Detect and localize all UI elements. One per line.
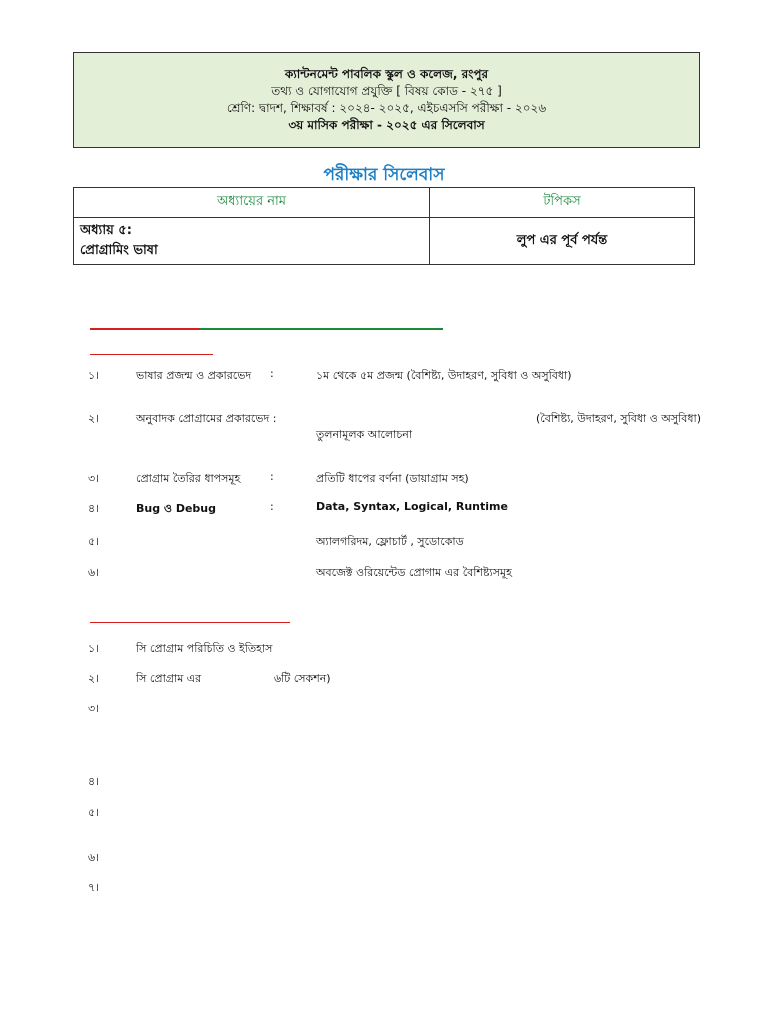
- list-item-detail: অ্যালগরিদম, ফ্লোচার্ট , সুডোকোড: [316, 535, 464, 548]
- chapter-cell: [74, 218, 430, 265]
- list-number: ২।: [88, 412, 100, 425]
- syllabus-table: [73, 187, 695, 265]
- list-item-text: সি প্রোগ্রাম এর: [136, 672, 202, 685]
- list-number: ৬।: [88, 851, 100, 864]
- list-number: ৫।: [88, 806, 100, 819]
- col-chapter-header: অধ্যায়ের নাম: [74, 188, 430, 218]
- red-underline: [90, 622, 290, 623]
- red-rule: [90, 328, 200, 330]
- chapter-name: প্রোগ্রামিং ভাষা: [80, 243, 158, 258]
- list-number: ১।: [88, 642, 100, 655]
- list-number: ১।: [88, 369, 100, 382]
- school-name: ক্যান্টনমেন্ট পাবলিক স্কুল ও কলেজ, রংপুর: [284, 67, 489, 81]
- list-number: ২।: [88, 672, 100, 685]
- list-item-detail: Data, Syntax, Logical, Runtime: [316, 500, 508, 513]
- list-item-text: ৬টি সেকশন): [274, 672, 331, 685]
- list-item-text: সি প্রোগ্রাম পরিচিতি ও ইতিহাস: [136, 642, 273, 655]
- list-item-detail: (বৈশিষ্ট্য, উদাহরণ, সুবিধা ও অসুবিধা): [536, 412, 701, 425]
- table-header-row: [74, 188, 695, 218]
- green-rule: [200, 328, 443, 330]
- header-box: [73, 52, 700, 148]
- list-item-detail: প্রতিটি ধাপের বর্ণনা (ডায়াগ্রাম সহ): [316, 472, 469, 485]
- list-item-detail-sub: তুলনামূলক আলোচনা: [316, 428, 413, 441]
- list-number: ৬।: [88, 566, 100, 579]
- list-item-label: ভাষার প্রজন্ম ও প্রকারভেদ: [136, 369, 252, 382]
- chapter-number: অধ্যায় ৫:: [80, 223, 132, 238]
- red-underline: [90, 354, 213, 355]
- subject-line: তথ্য ও যোগাযোগ প্রযুক্তি [ বিষয় কোড - ২৭৫ ]: [271, 84, 502, 98]
- list-number: ৫।: [88, 535, 100, 548]
- list-item-label: প্রোগ্রাম তৈরির ধাপসমূহ: [136, 472, 241, 485]
- list-number: ৪।: [88, 502, 100, 515]
- list-item-detail: অবজেক্ট ওরিয়েন্টেড প্রোগাম এর বৈশিষ্ট্যসমূহ: [316, 566, 512, 579]
- list-number: ৪।: [88, 775, 100, 788]
- list-item-colon: :: [270, 500, 274, 513]
- list-item-label: অনুবাদক প্রোগ্রামের প্রকারভেদ :: [136, 412, 277, 425]
- table-row: [74, 218, 695, 265]
- class-info: শ্রেণি: দ্বাদশ, শিক্ষাবর্ষ : ২০২৪- ২০২৫, এইচএসসি পরীক্ষা - ২০২৬: [226, 101, 547, 115]
- list-number: ৩।: [88, 702, 100, 715]
- list-number: ৭।: [88, 881, 100, 894]
- list-item-detail: ১ম থেকে ৫ম প্রজন্ম (বৈশিষ্ট্য, উদাহরণ, সুবিধা ও অসুবিধা): [316, 369, 572, 382]
- col-topics-header: টপিকস: [430, 188, 695, 218]
- syllabus-title: পরীক্ষার সিলেবাস: [323, 165, 445, 185]
- list-item-colon: :: [270, 470, 274, 483]
- list-number: ৩।: [88, 472, 100, 485]
- list-item-colon: :: [270, 367, 274, 380]
- topic-cell: লুপ এর পূর্ব পর্যন্ত: [430, 218, 695, 265]
- list-item-label: Bug ও Debug: [136, 502, 217, 515]
- exam-title: ৩য় মাসিক পরীক্ষা - ২০২৫ এর সিলেবাস: [288, 118, 485, 132]
